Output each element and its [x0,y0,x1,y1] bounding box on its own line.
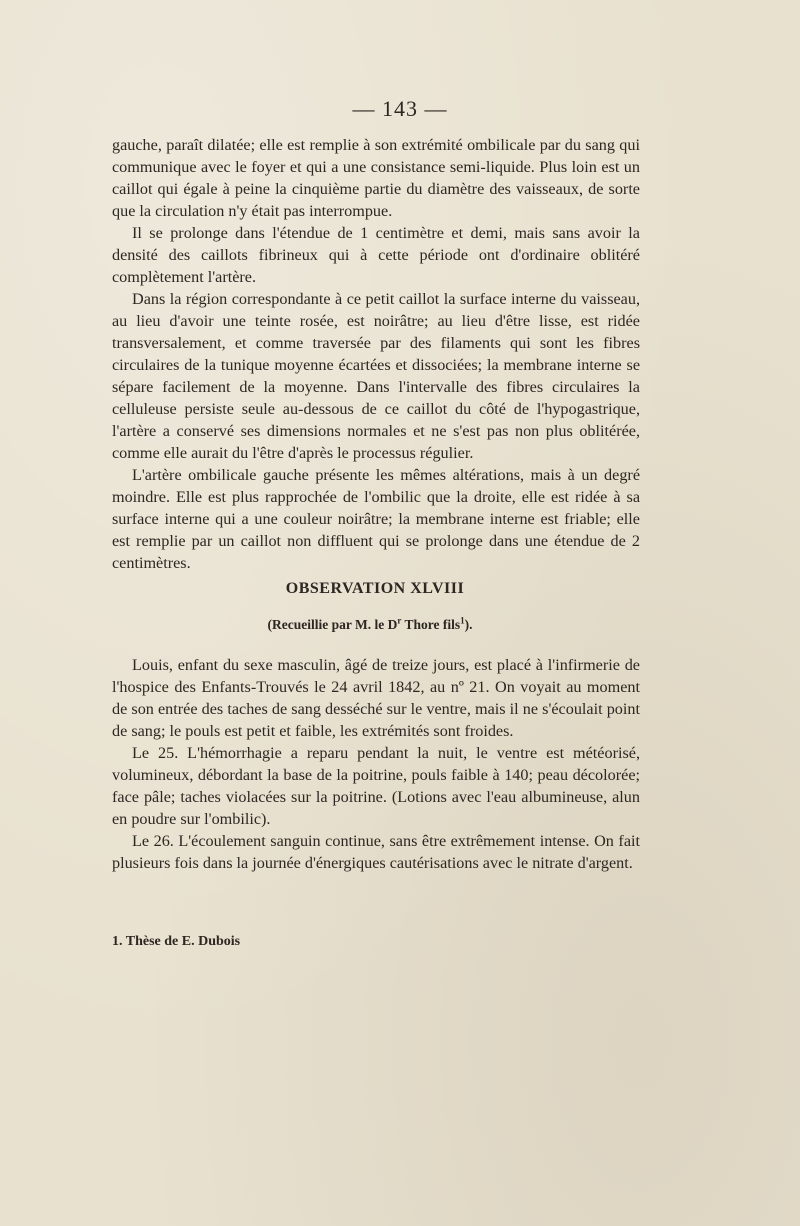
observation-subtitle [0,617,740,633]
subtitle-text: (Recueillie par M. le D [267,617,398,632]
footnote-marker: 1 [460,615,465,626]
paragraph: Le 25. L'hémorrhagie a reparu pendant la nuit, le ventre est météorisé, volumineux, débordant la base de la poitrine, pouls faible à 140; peau décolorée; face pâle; taches violacées sur la poitrine. (Lotions avec l'eau albumineuse, alun en poudre sur l'ombilic). [112,744,640,828]
footnote: 1. Thèse de E. Dubois [112,934,241,949]
paragraph: Le 26. L'écoulement sanguin continue, sans être extrêmement intense. On fait plusieurs fois dans la journée d'énergiques cautérisations avec le nitrate d'argent. [112,832,640,872]
subtitle-text: ). [464,617,473,632]
paragraph: gauche, paraît dilatée; elle est remplie à son extrémité ombilicale par du sang qui communique avec le foyer et qui a une consistance semi-liquide. Plus loin est un caillot qui égale à peine la cinquième partie du diamètre des vaisseaux, de sorte que la circulation n'y était pas interrompue. [112,136,640,220]
paragraph: L'artère ombilicale gauche présente les mêmes altérations, mais à un degré moindre. Elle est plus rapprochée de l'ombilic que la droite, elle est ridée à sa surface interne qui a une couleur noirâtre; la membrane interne est friable; elle est remplie par un caillot non diffluent qui se prolonge dans une étendue de 2 centimètres. [112,466,640,572]
paragraph: Dans la région correspondante à ce petit caillot la surface interne du vaisseau, au lieu d'avoir une teinte rosée, est noirâtre; au lieu d'être lisse, est ridée transversalement, et comme traversée par des filaments qui sont les fibres circulaires de la tunique moyenne écartées et dissociées; la membrane interne se sépare facilement de la moyenne. Dans l'intervalle des fibres circulaires la celluleuse persiste seule au-dessous de ce caillot du côté de l'hypogastrique, l'artère a conservé ses dimensions normales et ne s'est pas non plus oblitérée, comme elle aurait du l'être d'après le processus régulier. [112,290,640,462]
observation-title: OBSERVATION XLVIII [285,580,465,597]
subtitle-superscript: r [397,615,402,626]
text-section-anatomy [112,134,640,574]
subtitle-text: Thore fils [401,617,461,632]
page-number: — 143 — [352,96,448,121]
paragraph: Louis, enfant du sexe masculin, âgé de treize jours, est placé à l'infirmerie de l'hospice des Enfants-Trouvés le 24 avril 1842, au nº 21. On voyait au moment de son entrée des taches de sang desséché sur le ventre, mais il ne s'écoulait point de sang; le pouls est petit et faible, les extrémités sont froides. [112,656,640,740]
text-section-observation [112,654,640,874]
paragraph: Il se prolonge dans l'étendue de 1 centimètre et demi, mais sans avoir la densité des caillots fibrineux qui à cette période ont d'ordinaire oblitéré complètement l'artère. [112,224,640,286]
